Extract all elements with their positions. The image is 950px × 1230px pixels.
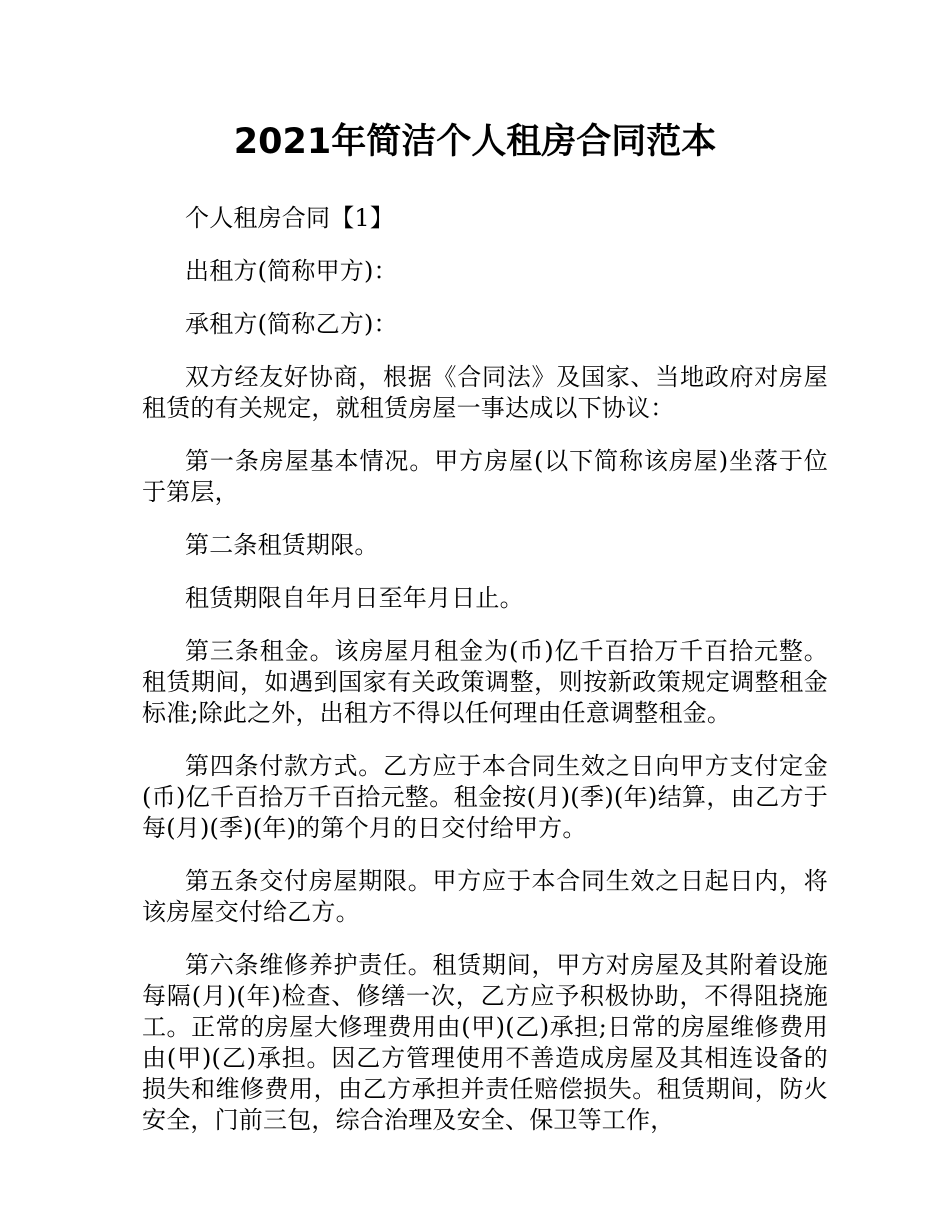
document-title: 2021年简洁个人租房合同范本 xyxy=(233,122,717,162)
paragraph-lessor: 出租方(简称甲方)： xyxy=(185,257,398,285)
paragraph-article-3: 第三条租金。该房屋月租金为(币)亿千百拾万千百拾元整。租赁期间，如遇到国家有关政策调整，则按新政策规定调整租金标准;除此之外，出租方不得以任何理由任意调整租金。 xyxy=(142,637,828,727)
paragraph-lease-term: 租赁期限自年月日至年月日止。 xyxy=(185,584,524,612)
document-body xyxy=(142,203,828,1158)
paragraph-contract-heading: 个人租房合同【1】 xyxy=(185,204,395,232)
paragraph-article-5: 第五条交付房屋期限。甲方应于本合同生效之日起日内，将该房屋交付给乙方。 xyxy=(142,867,828,926)
paragraph-article-4: 第四条付款方式。乙方应于本合同生效之日向甲方支付定金(币)亿千百拾万千百拾元整。租金按(月)(季)(年)结算，由乙方于每(月)(季)(年)的第个月的日交付给甲方。 xyxy=(142,752,828,842)
paragraph-article-1: 第一条房屋基本情况。甲方房屋(以下简称该房屋)坐落于位于第层， xyxy=(142,447,828,506)
paragraph-lessee: 承租方(简称乙方)： xyxy=(185,310,398,338)
paragraph-preamble: 双方经友好协商，根据《合同法》及国家、当地政府对房屋租赁的有关规定，就租赁房屋一事达成以下协议： xyxy=(142,363,828,422)
paragraph-article-6: 第六条维修养护责任。租赁期间，甲方对房屋及其附着设施每隔(月)(年)检查、修缮一次，乙方应予积极协助，不得阻挠施工。正常的房屋大修理费用由(甲)(乙)承担;日常的房屋维修费用由(甲)(乙)承担。因乙方管理使用不善造成房屋及其相连设备的损失和维修费用，由乙方承担并责任赔偿损失。租赁期间，防火安全，门前三包，综合治理及安全、保卫等工作， xyxy=(142,951,828,1134)
paragraph-article-2: 第二条租赁期限。 xyxy=(185,531,379,559)
